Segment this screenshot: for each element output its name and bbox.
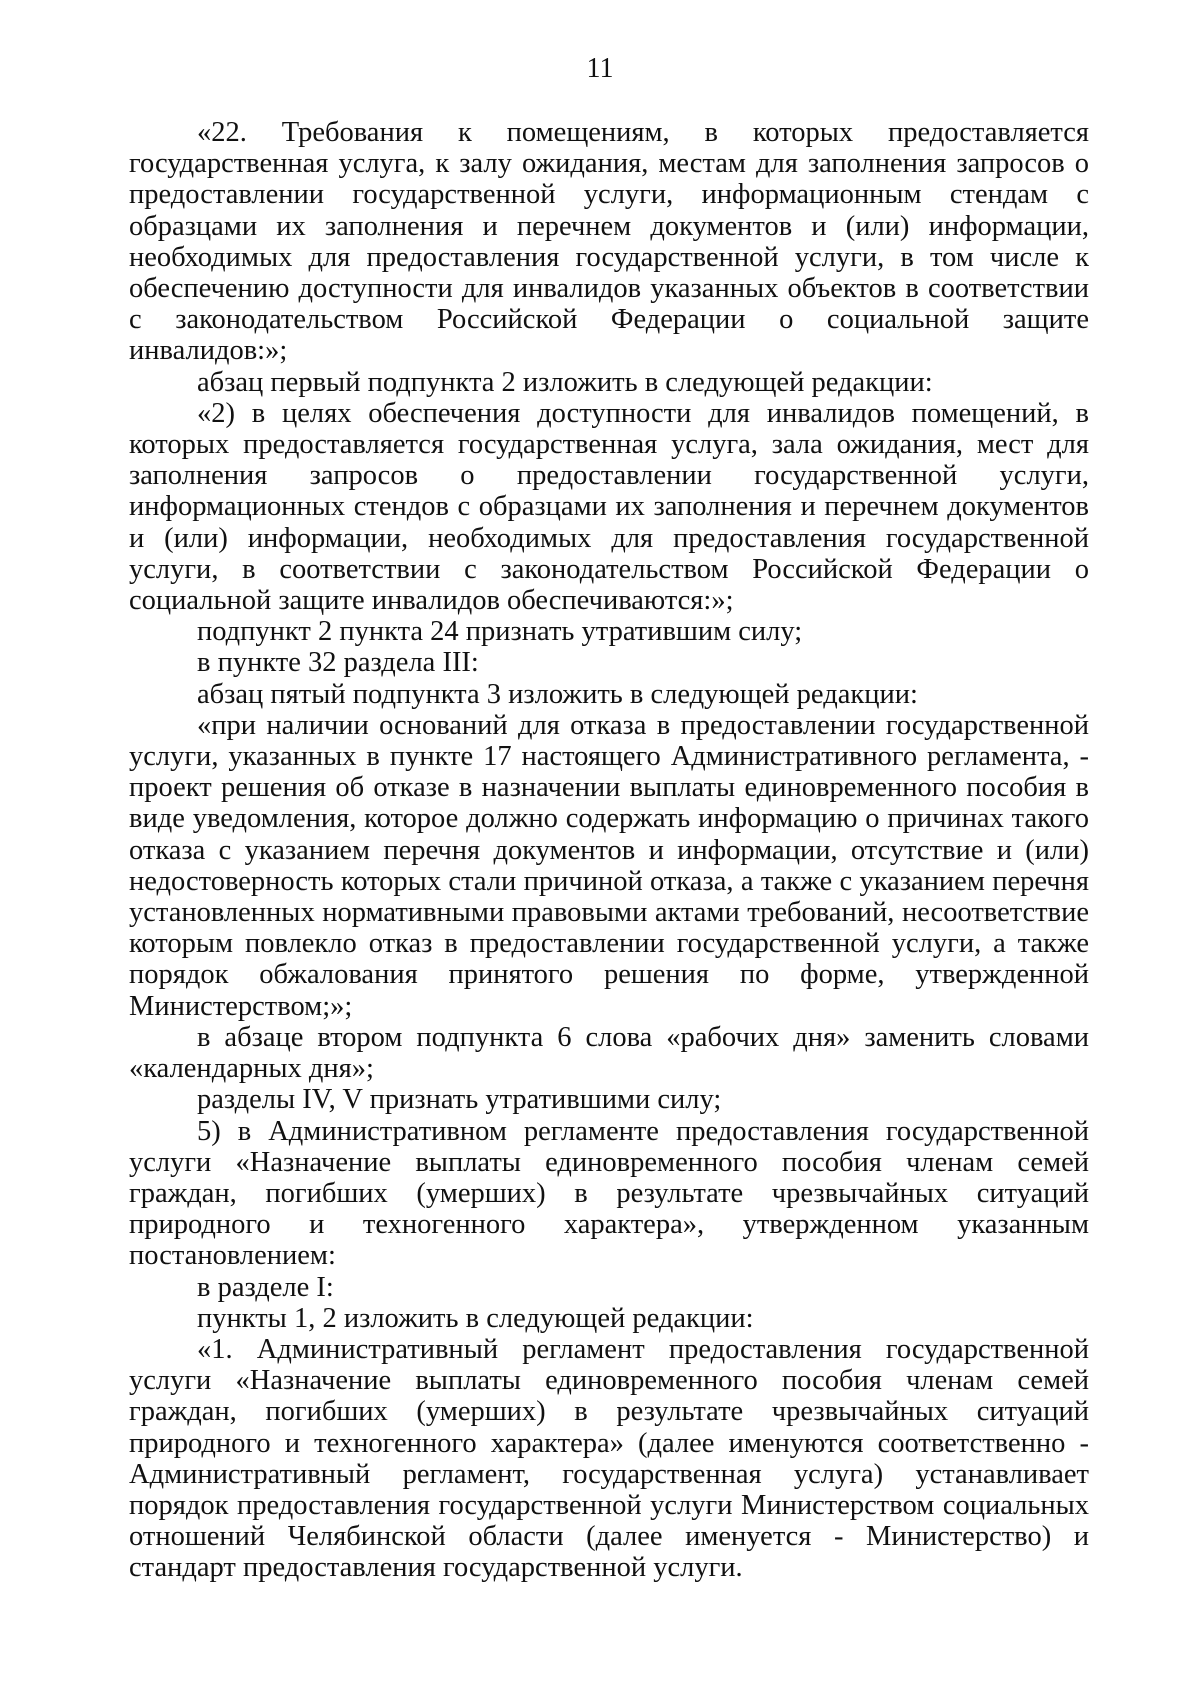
page-number: 11 (586, 53, 614, 84)
paragraph-repeal-clause-24: подпункт 2 пункта 24 признать утратившим силу; (197, 616, 803, 648)
paragraph-amend-clauses-1-2: пункты 1, 2 изложить в следующей редакции: (197, 1302, 754, 1334)
paragraph-replace-working-days: в абзаце втором подпункта 6 слова «рабочих дня» заменить словами «календарных дня»; (129, 1021, 1089, 1085)
paragraph-refusal-grounds: «при наличии оснований для отказа в предоставлении государственной услуги, указанных в пункте 17 настоящего Административного регламента, - проект решения об отказе в назначении выплаты единовременного пособия в виде уведомления, которое должно содержать информацию о причинах такого отказа с указанием перечня документов и информации, отсутствие и (или) недостоверность которых стали причиной отказа, а также с указанием перечня установленных нормативными правовыми актами требований, несоответствие которым повлекло отказ в предоставлении государственной услуги, а также порядок обжалования принятого решения по форме, утвержденной Министерством;»; (129, 709, 1089, 1022)
paragraph-section-1: в разделе I: (197, 1271, 334, 1303)
paragraph-requirements-premises: «22. Требования к помещениям, в которых предоставляется государственная услуга, к залу ожидания, местам для заполнения запросов о предоставлении государственной услуги, информационным стендам с образцами их заполнения и перечнем документов и (или) информации, необходимых для предоставления государственной услуги, в том числе к обеспечению доступности для инвалидов указанных объектов в соответствии с законодательством Российской Федерации о социальной защите инвалидов:»; (129, 117, 1089, 367)
paragraph-accessibility-disabled: «2) в целях обеспечения доступности для инвалидов помещений, в которых предоставляется государственная услуга, зала ожидания, мест для заполнения запросов о предоставлении государственной услуги, информационных стендов с образцами их заполнения и перечнем документов и (или) информации, необходимых для предоставления государственной услуги, в соответствии с законодательством Российской Федерации о социальной защите инвалидов обеспечиваются:»; (129, 397, 1089, 617)
paragraph-item-5-regulation: 5) в Административном регламенте предоставления государственной услуги «Назначение выплаты единовременного пособия членам семей граждан, погибших (умерших) в результате чрезвычайных ситуаций природного и техногенного характера», утвержденном указанным постановлением: (129, 1115, 1089, 1272)
paragraph-amend-fifth-abzac: абзац пятый подпункта 3 изложить в следующей редакции: (197, 678, 918, 710)
document-body (129, 117, 1089, 1584)
paragraph-clause-32-section-3: в пункте 32 раздела III: (197, 647, 479, 679)
paragraph-regulation-scope: «1. Административный регламент предоставления государственной услуги «Назначение выплаты единовременного пособия членам семей граждан, погибших (умерших) в результате чрезвычайных ситуаций природного и техногенного характера» (далее именуются соответственно - Административный регламент, государственная услуга) устанавливает порядок предоставления государственной услуги Министерством социальных отношений Челябинской области (далее именуется - Министерство) и стандарт предоставления государственной услуги. (129, 1333, 1089, 1584)
paragraph-amend-subclause-2: абзац первый подпункта 2 изложить в следующей редакции: (197, 366, 933, 398)
paragraph-repeal-sections: разделы IV, V признать утратившими силу; (197, 1084, 722, 1116)
